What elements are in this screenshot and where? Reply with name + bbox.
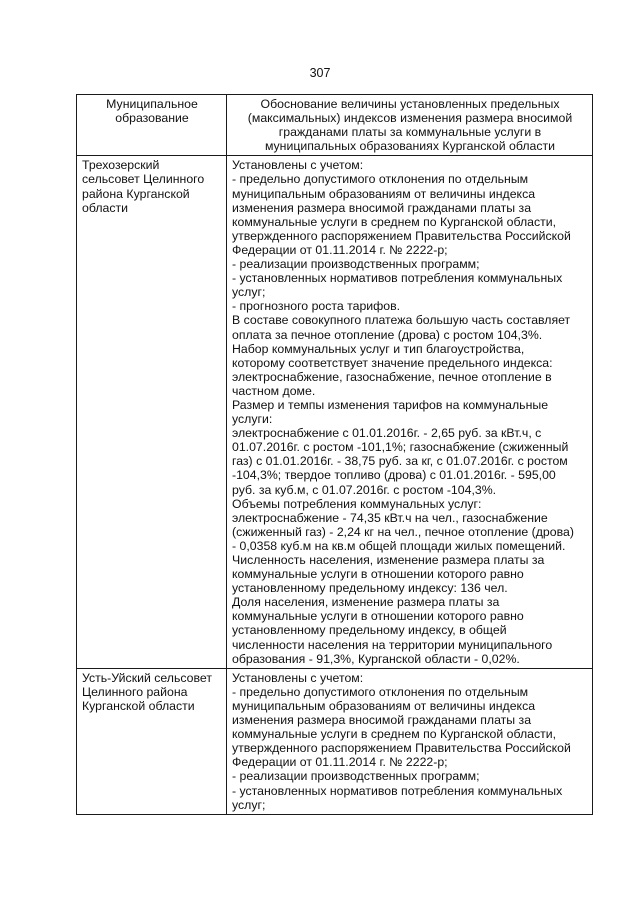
table-header-row — [77, 95, 593, 156]
header-justification — [227, 95, 593, 156]
text-line: Целинного района — [82, 684, 188, 699]
text-line: образования - 91,3%, Курганской области - 0,02%. — [232, 651, 520, 666]
text-line: газ) с 01.01.2016г. - 38,75 руб. за кг, с 01.07.2016г. с ростом — [232, 454, 568, 469]
text-line: коммунальные услуги в отношении которого равно — [232, 609, 524, 624]
text-line: услуги: — [232, 412, 273, 427]
text-line: - реализации производственных программ; — [232, 257, 480, 272]
municipality-cell — [77, 668, 227, 814]
text-line: района Курганской — [82, 186, 190, 201]
text-line: муниципальным образованиям от величины индекса — [232, 186, 536, 201]
header-municipality — [77, 95, 227, 156]
text-line: - предельно допустимого отклонения по отдельным — [232, 172, 529, 187]
text-line: изменения размера вносимой гражданами платы за — [232, 713, 532, 728]
text-line: - 0,0358 куб.м на кв.м общей площади жилых помещений. — [232, 538, 566, 553]
text-line: изменения размера вносимой гражданами платы за — [232, 200, 532, 215]
justification-cell — [227, 668, 593, 814]
table-row — [77, 668, 593, 814]
text-line: Федерации от 01.11.2014 г. № 2222-р; — [232, 242, 448, 257]
text-line: Установлены с учетом: — [232, 670, 364, 685]
text-line: Установлены с учетом: — [232, 158, 364, 173]
text-line: - предельно допустимого отклонения по отдельным — [232, 684, 529, 699]
text-line: - установленных нормативов потребления коммунальных — [232, 783, 563, 798]
text-line: которому соответствует значение предельного индекса: — [232, 355, 553, 370]
table-row — [77, 156, 593, 668]
text-line: образование — [115, 111, 189, 126]
text-line: области — [82, 200, 128, 215]
text-line: утвержденного распоряжением Правительства Российской — [232, 228, 571, 243]
text-line: услуг; — [232, 797, 266, 812]
text-line: Курганской области — [82, 698, 195, 713]
text-line: сельсовет Целинного — [82, 172, 205, 187]
text-line: Муниципальное — [106, 97, 198, 111]
text-line: В составе совокупного платежа большую часть составляет — [232, 313, 571, 328]
municipality-cell — [77, 156, 227, 668]
text-line: муниципальных образованиях Курганской области — [264, 139, 556, 154]
text-line: коммунальные услуги в среднем по Курганской области, — [232, 727, 557, 742]
text-line: Доля населения, изменение размера платы за — [232, 595, 500, 610]
text-line: руб. за куб.м, с 01.07.2016г. с ростом -104,3%. — [232, 482, 497, 497]
text-line: гражданами платы за коммунальные услуги в — [278, 125, 542, 140]
text-line: утвержденного распоряжением Правительства Российской — [232, 741, 571, 756]
text-line: муниципальным образованиям от величины индекса — [232, 698, 536, 713]
text-line: - установленных нормативов потребления коммунальных — [232, 271, 563, 286]
text-line: численности населения на территории муниципального — [232, 637, 553, 652]
text-line: коммунальные услуги в среднем по Курганской области, — [232, 214, 557, 229]
text-line: Набор коммунальных услуг и тип благоустройства, — [232, 341, 525, 356]
text-line: установленному предельному индексу: 136 чел. — [232, 581, 508, 596]
text-line: Усть-Уйский сельсовет — [82, 670, 212, 685]
text-line: электроснабжение - 74,35 кВт.ч на чел., газоснабжение — [232, 510, 548, 525]
text-line: коммунальные услуги в отношении которого равно — [232, 567, 524, 582]
text-line: Обоснование величины установленных предельных — [260, 97, 560, 111]
text-line: Трехозерский — [82, 158, 160, 173]
text-line: (максимальных) индексов изменения размера вносимой — [247, 111, 573, 126]
text-line: установленному предельному индексу, в общей — [232, 623, 507, 638]
text-line: 01.07.2016г. с ростом -101,1%; газоснабжение (сжиженный — [232, 440, 569, 455]
text-line: - прогнозного роста тарифов. — [232, 299, 401, 314]
text-line: электроснабжение, газоснабжение, печное отопление в — [232, 369, 552, 384]
text-line: Федерации от 01.11.2014 г. № 2222-р; — [232, 755, 448, 770]
text-line: электроснабжение с 01.01.2016г. - 2,65 руб. за кВт.ч, с — [232, 426, 542, 441]
justification-cell — [227, 156, 593, 668]
text-line: (сжиженный газ) - 2,24 кг на чел., печное отопление (дрова) — [232, 524, 574, 539]
text-line: - реализации производственных программ; — [232, 769, 480, 784]
text-line: Объемы потребления коммунальных услуг: — [232, 496, 482, 511]
text-line: частном доме. — [232, 383, 316, 398]
text-line: услуг; — [232, 285, 266, 300]
page-number: 307 — [309, 66, 331, 80]
text-line: Численность населения, изменение размера платы за — [232, 553, 545, 567]
justification-table — [76, 94, 593, 815]
text-line: оплата за печное отопление (дрова) с ростом 104,3%. — [232, 327, 543, 342]
text-line: -104,3%; твердое топливо (дрова) с 01.01.2016г. - 595,00 — [232, 468, 556, 483]
text-line: Размер и темпы изменения тарифов на коммунальные — [232, 397, 549, 412]
